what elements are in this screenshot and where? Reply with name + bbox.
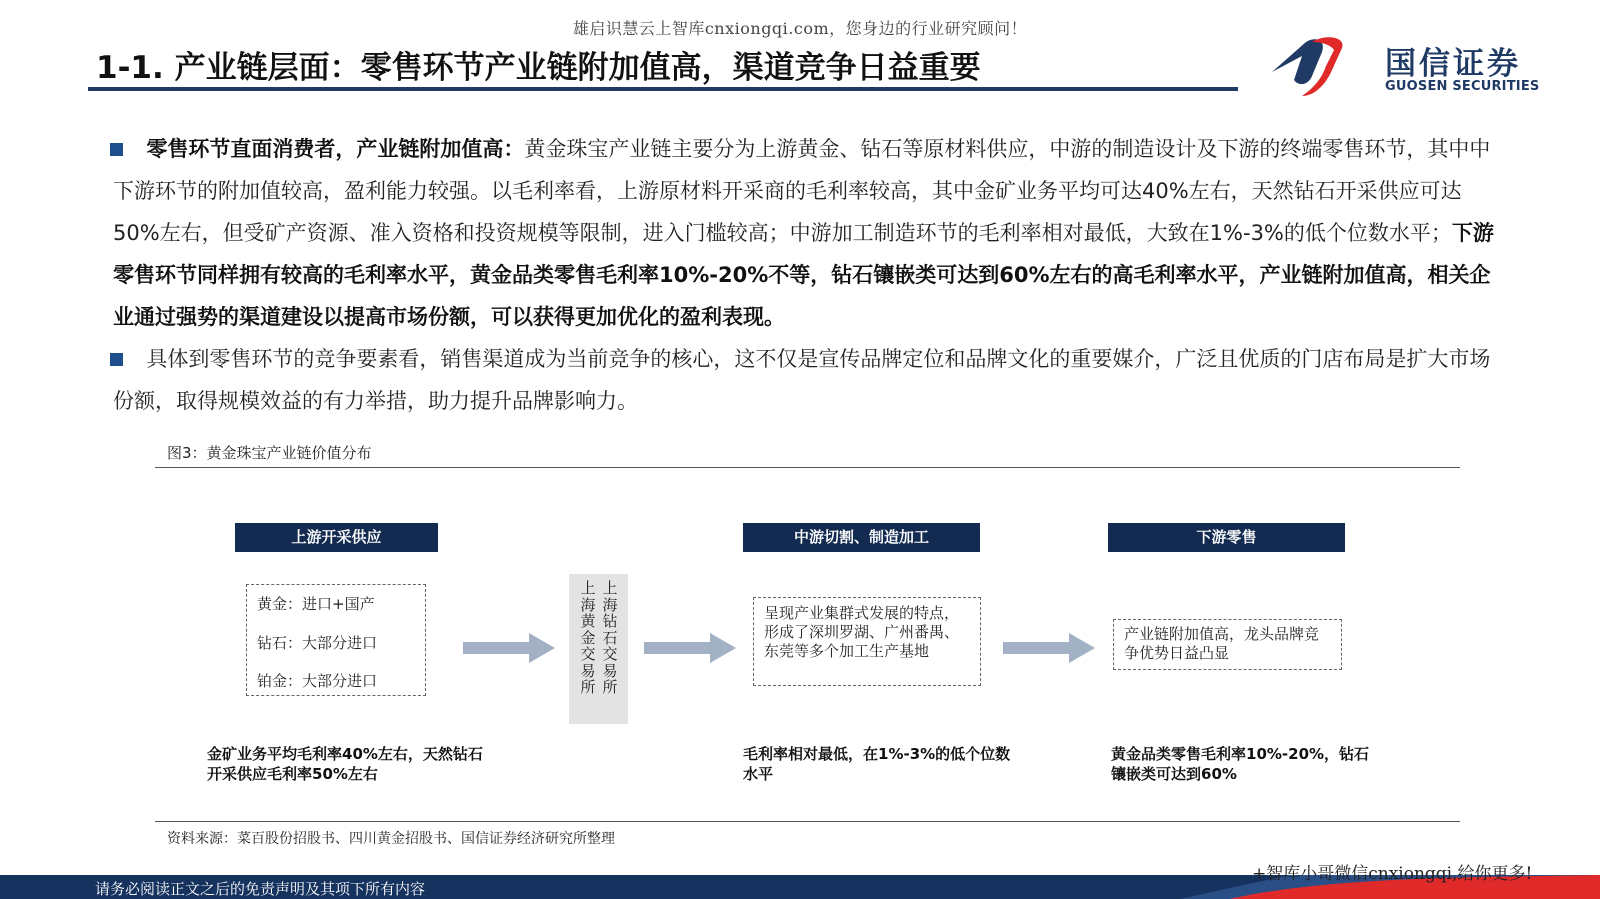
upstream-header: 上游开采供应 [235, 523, 438, 552]
footer-watermark: +智库小哥微信cnxiongqi,给你更多! [1252, 864, 1533, 884]
logo-name-cn: 国信证券 [1385, 46, 1521, 82]
paragraph-1 [113, 128, 1505, 338]
figure-bottom-rule [155, 821, 1460, 822]
arrow-right-icon [463, 633, 555, 663]
material-gold: 黄金：进口+国产 [257, 595, 375, 613]
material-platinum: 铂金：大部分进口 [257, 672, 378, 690]
exchange-column [569, 574, 628, 724]
midstream-header: 中游切割、制造加工 [743, 523, 980, 552]
footer-disclaimer: 请务必阅读正文之后的免责声明及其项下所有内容 [95, 880, 426, 898]
guosen-logo [1272, 36, 1572, 100]
page-title: 1-1. 产业链层面：零售环节产业链附加值高，渠道竞争日益重要 [96, 50, 981, 86]
paragraph-1-lead: 零售环节直面消费者，产业链附加值高： [146, 137, 525, 161]
arrow-right-icon [1003, 633, 1095, 663]
midstream-desc: 呈现产业集群式发展的特点，形成了深圳罗湖、广州番禺、东莞等多个加工生产基地 [764, 604, 960, 660]
paragraph-1-emphasis: 下游零售环节同样拥有较高的毛利率水平，黄金品类零售毛利率10%-20%不等，钻石镶嵌类可达到60%左右的高毛利率水平，产业链附加值高，相关企业通过强势的渠道建设以提高市场份额，可以获得更加优化的盈利表现。 [113, 221, 1494, 329]
midstream-desc-box [753, 597, 981, 686]
paragraph-1-body: 黄金珠宝产业链主要分为上游黄金、钻石等原材料供应，中游的制造设计及下游的终端零售环节，其中中下游环节的附加值较高，盈利能力较强。以毛利率看，上游原材料开采商的毛利率较高，其中金矿业务平均可达40%左右，天然钻石开采供应可达50%左右，但受矿产资源、准入资格和投资规模等限制，进入门槛较高；中游加工制造环节的毛利率相对最低，大致在1%-3%的低个位数水平； [113, 137, 1491, 245]
shanghai-gold-exchange: 上海黄金交易所 [580, 579, 596, 696]
figure-title: 图3：黄金珠宝产业链价值分布 [167, 444, 372, 462]
figure-source: 资料来源：菜百股份招股书、四川黄金招股书、国信证券经济研究所整理 [167, 831, 615, 847]
midstream-margin-note: 毛利率相对最低，在1%-3%的低个位数水平 [743, 745, 1011, 783]
arrow-right-icon [644, 633, 736, 663]
upstream-margin-note: 金矿业务平均毛利率40%左右，天然钻石开采供应毛利率50%左右 [207, 745, 483, 783]
downstream-desc-box [1113, 619, 1342, 670]
paragraph-2 [113, 338, 1505, 422]
top-watermark: 雄启识慧云上智库cnxiongqi.com，您身边的行业研究顾问！ [572, 19, 1028, 38]
title-underline [88, 87, 1238, 91]
downstream-header: 下游零售 [1108, 523, 1345, 552]
paragraph-2-text: 具体到零售环节的竞争要素看，销售渠道成为当前竞争的核心，这不仅是宣传品牌定位和品牌文化的重要媒介，广泛且优质的门店布局是扩大市场份额，取得规模效益的有力举措，助力提升品牌影响力。 [113, 347, 1491, 413]
guosen-logo-mark [1272, 36, 1382, 100]
material-diamond: 钻石：大部分进口 [257, 634, 378, 652]
upstream-materials-box [246, 584, 426, 696]
shanghai-diamond-exchange: 上海钻石交易所 [602, 579, 618, 696]
downstream-desc: 产业链附加值高，龙头品牌竞争优势日益凸显 [1124, 625, 1320, 662]
logo-name-en: GUOSEN SECURITIES [1385, 79, 1540, 94]
downstream-margin-note: 黄金品类零售毛利率10%-20%，钻石镶嵌类可达到60% [1111, 745, 1370, 783]
figure-top-rule [155, 467, 1460, 468]
